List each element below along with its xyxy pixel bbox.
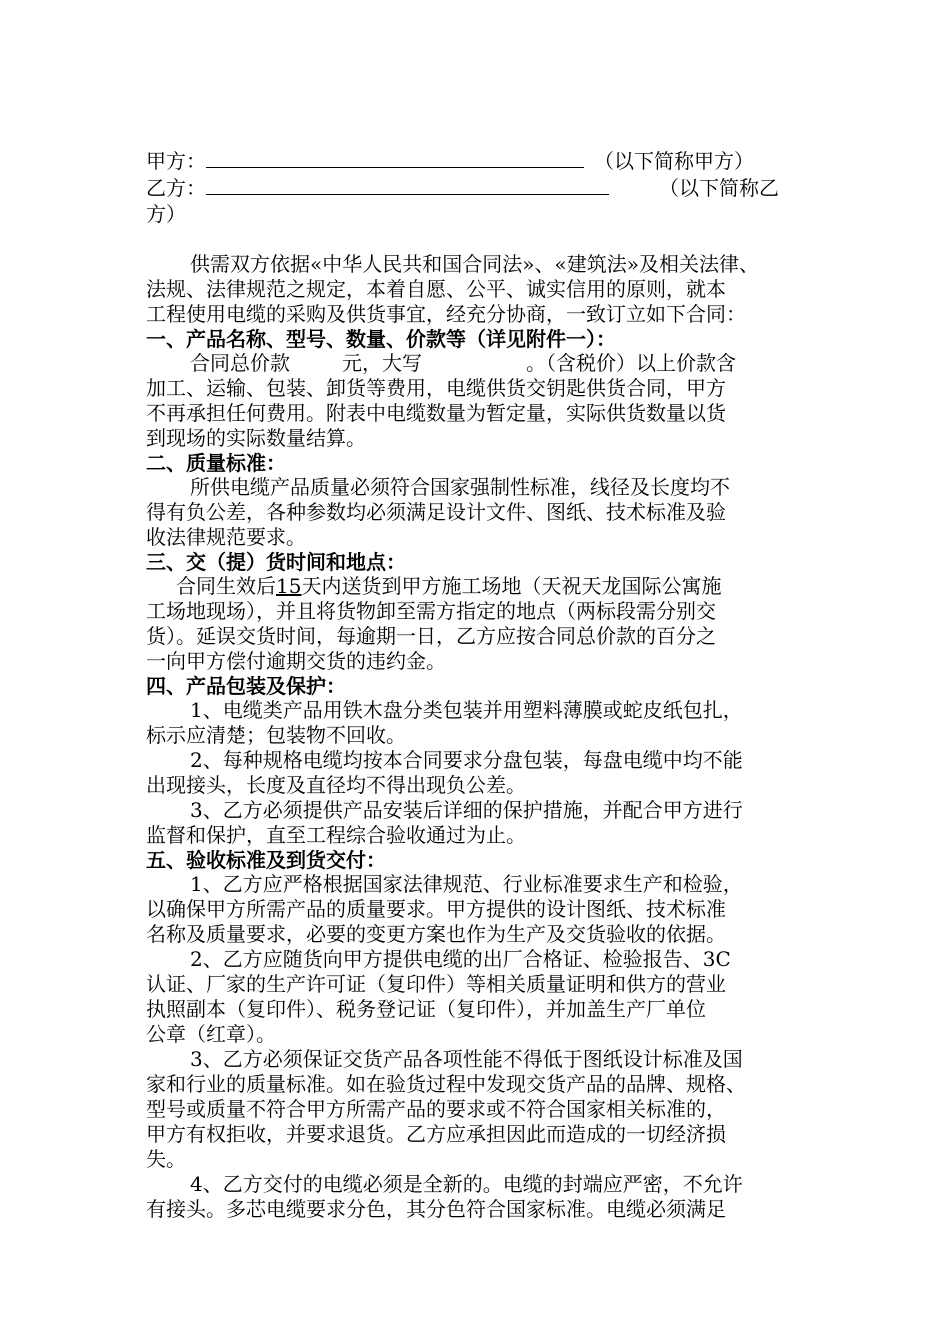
body-line: 工场地现场），并且将货物卸至需方指定的地点（两标段需分别交 xyxy=(146,599,716,623)
party-b-label: 乙方： xyxy=(146,176,206,200)
party-b-suffix-cont: 方） xyxy=(146,202,186,226)
body-line: 收法律规范要求。 xyxy=(146,525,306,549)
body-line: 失。 xyxy=(146,1147,186,1171)
party-a-label: 甲方： xyxy=(146,149,206,173)
intro-line: 供需双方依据«中华人民共和国合同法»、«建筑法»及相关法律、 xyxy=(190,252,759,276)
body-line: 加工、运输、包装、卸货等费用，电缆供货交钥匙供货合同，甲方 xyxy=(146,376,726,400)
body-line: 1、乙方应严格根据国家法律规范、行业标准要求生产和检验， xyxy=(190,872,743,896)
body-line: 监督和保护，直至工程综合验收通过为止。 xyxy=(146,823,526,847)
body-line: 3、乙方必须提供产品安装后详细的保护措施，并配合甲方进行 xyxy=(190,798,743,822)
price-line xyxy=(190,350,736,376)
body-line: 到现场的实际数量结算。 xyxy=(146,426,366,450)
delivery-text: 合同生效后 xyxy=(176,574,276,598)
body-line: 执照副本（复印件）、税务登记证（复印件），并加盖生产厂单位 xyxy=(146,997,706,1021)
section-heading: 四、产品包装及保护： xyxy=(146,674,346,698)
delivery-days: 15 xyxy=(276,574,302,598)
body-line: 出现接头，长度及直径均不得出现负公差。 xyxy=(146,773,526,797)
total-price-label: 合同总价款 xyxy=(190,351,290,375)
yuan-label: 元，大写 xyxy=(342,351,422,375)
body-line: 1、电缆类产品用铁木盘分类包装并用塑料薄膜或蛇皮纸包扎， xyxy=(190,698,743,722)
delivery-line xyxy=(176,573,721,599)
body-line: 以确保甲方所需产品的质量要求。甲方提供的设计图纸、技术标准 xyxy=(146,897,726,921)
intro-line: 法规、法律规范之规定，本着自愿、公平、诚实信用的原则，就本 xyxy=(146,277,726,301)
price-note: 。（含税价）以上价款含 xyxy=(526,351,736,375)
intro-line: 工程使用电缆的采购及供货事宜，经充分协商，一致订立如下合同： xyxy=(146,302,746,326)
party-b-line xyxy=(146,175,779,201)
body-line: 得有负公差，各种参数均必须满足设计文件、图纸、技术标准及验 xyxy=(146,500,726,524)
section-heading: 三、交（提）货时间和地点： xyxy=(146,550,406,574)
delivery-text: 天内送货到甲方施工场地（天祝天龙国际公寓施 xyxy=(301,574,722,598)
body-line: 2、乙方应随货向甲方提供电缆的出厂合格证、检验报告、3C xyxy=(190,947,731,971)
section-heading: 五、验收标准及到货交付： xyxy=(146,848,386,872)
party-a-line xyxy=(146,148,754,174)
section-heading: 二、质量标准： xyxy=(146,451,286,475)
body-line: 甲方有权拒收，并要求退货。乙方应承担因此而造成的一切经济损 xyxy=(146,1122,726,1146)
body-line: 所供电缆产品质量必须符合国家强制性标准，线径及长度均不 xyxy=(190,475,730,499)
body-line: 不再承担任何费用。附表中电缆数量为暂定量，实际供货数量以货 xyxy=(146,401,726,425)
section-heading: 一、产品名称、型号、数量、价款等（详见附件一）： xyxy=(146,327,616,351)
body-line: 型号或质量不符合甲方所需产品的要求或不符合国家相关标准的， xyxy=(146,1097,726,1121)
body-line: 3、乙方必须保证交货产品各项性能不得低于图纸设计标准及国 xyxy=(190,1047,743,1071)
body-line: 货）。延误交货时间，每逾期一日，乙方应按合同总价款的百分之 xyxy=(146,624,716,648)
body-line: 认证、厂家的生产许可证（复印件）等相关质量证明和供方的营业 xyxy=(146,972,726,996)
body-line: 一向甲方偿付逾期交货的违约金。 xyxy=(146,649,446,673)
body-line: 名称及质量要求，必要的变更方案也作为生产及交货验收的依据。 xyxy=(146,922,726,946)
body-line: 有接头。多芯电缆要求分色，其分色符合国家标准。电缆必须满足 xyxy=(146,1197,726,1221)
body-line: 2、每种规格电缆均按本合同要求分盘包装，每盘电缆中均不能 xyxy=(190,748,743,772)
party-a-blank xyxy=(206,149,584,168)
body-line: 标示应清楚；包装物不回收。 xyxy=(146,723,406,747)
body-line: 公章（红章）。 xyxy=(146,1022,276,1046)
body-line: 4、乙方交付的电缆必须是全新的。电缆的封端应严密，不允许 xyxy=(190,1172,743,1196)
party-b-blank xyxy=(206,176,609,195)
party-a-suffix: （以下简称甲方） xyxy=(594,149,754,173)
party-b-suffix: （以下简称乙 xyxy=(659,176,779,200)
body-line: 家和行业的质量标准。如在验货过程中发现交货产品的品牌、规格、 xyxy=(146,1072,746,1096)
